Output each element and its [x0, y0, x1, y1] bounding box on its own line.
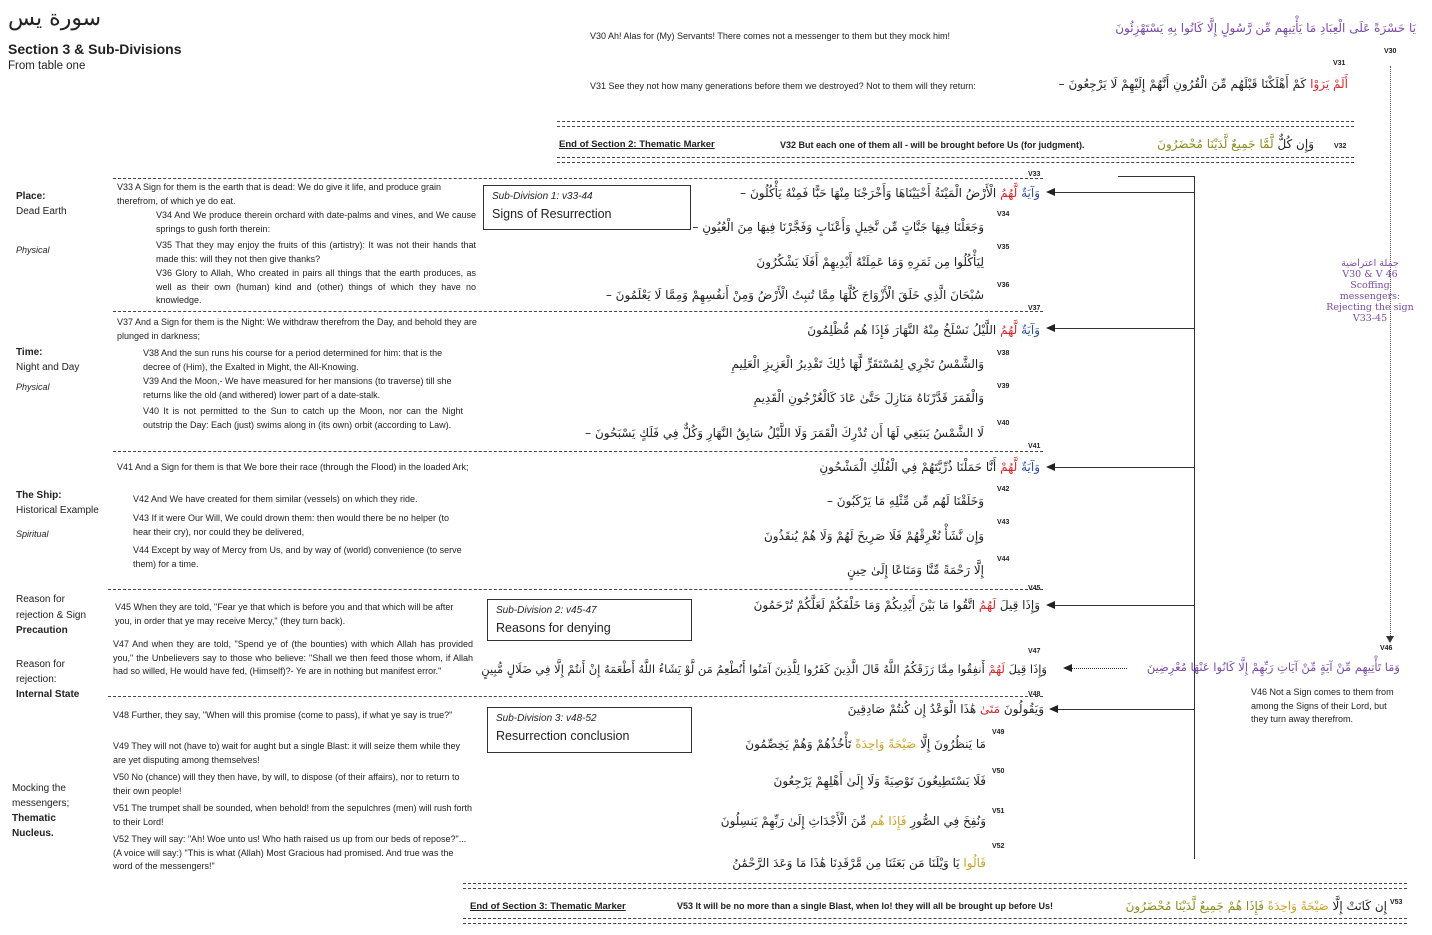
- v47-arabic: وَإِذَا قِيلَ لَهُمْ أَنفِقُوا مِمَّا رَزَقَكُمُ اللَّهُ قَالَ الَّذِينَ كَفَرُوا لِلَّذِينَ آمَنُوا أَنُطْعِمُ مَن لَّوْ يَشَاءُ اللَّهُ أَطْعَمَهُ إِنْ أَنتُمْ إِلَّا فِي ضَلَالٍ مُّبِينٍ: [481, 662, 1047, 676]
- vnum-v50: V50: [992, 768, 1005, 775]
- separator-v37: [113, 311, 1043, 312]
- subdivision-1-box: [483, 185, 691, 230]
- vnum-v52: V52: [992, 843, 1005, 850]
- v40-english: V40 It is not permitted to the Sun to catch up the Moon, nor can the Night outstrip the Day: Each (just) swims along in (its own) orbit (according to Law).: [143, 406, 463, 430]
- marker2-arabic-b: لَّمَّا جَمِيعٌ لَّدَيْنَا مُحْضَرُونَ: [1157, 137, 1274, 151]
- arrow-v33: [1048, 192, 1194, 193]
- vnum-v40: V40: [997, 420, 1010, 427]
- subdivision-1-subject: Signs of Resurrection: [492, 207, 612, 221]
- v46-arabic: وَمَا تَأْتِيهِم مِّنْ آيَةٍ مِّنْ آيَاتِ رَبِّهِمْ إِلَّا كَانُوا عَنْهَا مُعْرِضِينَ: [1146, 660, 1400, 674]
- v36-english: V36 Glory to Allah, Who created in pairs all things that the earth produces, as well as their own (human) kind and (other) things of which they have no knowledge.: [156, 268, 476, 305]
- v52-arabic: قَالُوا يَا وَيْلَنَا مَن بَعَثَنَا مِن مَّرْقَدِنَا هَٰذَا مَا وَعَدَ الرَّحْمَٰنُ: [732, 856, 986, 870]
- subdivision-1-title: Sub-Division 1: v33-44: [492, 191, 593, 202]
- place-heading: Place:: [16, 191, 46, 202]
- arrow-v45: [1048, 605, 1194, 606]
- mocking-line4: Nucleus.: [12, 828, 54, 839]
- v38-english: V38 And the sun runs his course for a period determined for him: that is the decree of (Him), the Exalted in Might, the All-Knowing.: [143, 348, 443, 372]
- subdivision-2-box: [487, 599, 692, 641]
- marker2-top-rule: [557, 121, 1354, 127]
- v52-english: V52 They will say: "Ah! Woe unto us! Who hath raised us up from our beds of repose?"... (A voice will say:) "This is what (Allah) Most Gracious had promised. And true was the word of the messengers!": [113, 834, 467, 871]
- vnum-v46: V46: [1380, 645, 1393, 652]
- connector-top-stub: [1118, 176, 1195, 177]
- v46-english: V46 Not a Sign comes to them from among the Signs of their Lord, but they turn away therefrom.: [1251, 687, 1394, 724]
- connector-v30-v46: [1390, 66, 1391, 640]
- v42-english: V42 And We have created for them similar (vessels) on which they ride.: [133, 494, 418, 504]
- vnum-v48: V48: [1028, 691, 1041, 698]
- separator-v48: [108, 696, 1043, 697]
- v51-arabic: وَنُفِخَ فِي الصُّورِ فَإِذَا هُم مِّنَ الْأَجْدَاثِ إِلَىٰ رَبِّهِمْ يَنسِلُونَ: [720, 814, 986, 828]
- v31-english: V31 See they not how many generations before them we destroyed? Not to them will they return:: [590, 81, 976, 91]
- rejection1-line1: Reason for: [16, 594, 65, 605]
- subdivision-3-box: [487, 707, 692, 753]
- v39-english: V39 And the Moon,- We have measured for her mansions (to traverse) till she returns like the old (and withered) lower part of a date-stalk.: [143, 376, 452, 400]
- v35-english: V35 That they may enjoy the fruits of this (artistry): It was not their hands that made this: will they not then give thanks?: [156, 240, 476, 264]
- rejection2-line1: Reason for: [16, 659, 65, 670]
- subdivision-3-subject: Resurrection conclusion: [496, 729, 630, 743]
- interjection-scoffing: Scoffing messengers:: [1339, 280, 1401, 302]
- v49-english: V49 They will not (have to) wait for aught but a single Blast: it will seize them while they are yet disputing among themselves!: [113, 741, 461, 765]
- marker3-bottom-rule: [463, 918, 1407, 924]
- v41-english: V41 And a Sign for them is that We bore their race (through the Flood) in the loaded Ark;: [117, 462, 469, 472]
- mocking-line3: Thematic: [12, 813, 56, 824]
- interjection-note: [1320, 258, 1420, 324]
- v44-english: V44 Except by way of Mercy from Us, and by way of (world) convenience (to serve them) for a time.: [133, 545, 462, 569]
- marker3-top-rule: [463, 883, 1407, 889]
- v37-arabic: وَآيَةٌ لَّهُمُ اللَّيْلُ نَسْلَخُ مِنْهُ النَّهَارَ فَإِذَا هُم مُّظْلِمُونَ: [807, 323, 1040, 337]
- time-type: Physical: [16, 382, 50, 392]
- v30-number: V30: [1384, 48, 1397, 55]
- marker3-text: V53 It will be no more than a single Blast, when lo! they will all be brought up before Us!: [677, 901, 1054, 911]
- marker2-label: End of Section 2: Thematic Marker: [559, 139, 715, 150]
- v44-arabic: إِلَّا رَحْمَةً مِّنَّا وَمَتَاعًا إِلَىٰ حِينٍ: [846, 563, 984, 577]
- v42-arabic: وَخَلَقْنَا لَهُم مِّن مِّثْلِهِ مَا يَرْكَبُونَ –: [826, 494, 984, 508]
- vnum-v41: V41: [1028, 443, 1041, 450]
- v31-arabic-red: أَلَمْ يَرَوْا: [1310, 77, 1348, 91]
- v45-english: V45 When they are told, "Fear ye that which is before you and that which will be after you, in order that ye may receive Mercy," (they turn back).: [115, 602, 454, 626]
- vnum-v45: V45: [1028, 585, 1041, 592]
- arrow-v48: [1051, 709, 1194, 710]
- vnum-v34: V34: [997, 211, 1010, 218]
- v30-english: V30 Ah! Alas for (My) Servants! There comes not a messenger to them but they mock him!: [590, 31, 950, 41]
- interjection-verses: V30 & V 46: [1342, 269, 1398, 280]
- vnum-v36: V36: [997, 282, 1010, 289]
- v31-number: V31: [1333, 60, 1346, 67]
- marker3-label: End of Section 3: Thematic Marker: [470, 901, 626, 912]
- marker2-number: V32: [1334, 143, 1347, 150]
- vnum-v47: V47: [1028, 648, 1041, 655]
- v41-arabic: وَآيَةٌ لَّهُمْ أَنَّا حَمَلْنَا ذُرِّيَّتَهُمْ فِي الْفُلْكِ الْمَشْحُونِ: [819, 460, 1040, 474]
- interjection-range: V33-45: [1352, 313, 1388, 324]
- v43-arabic: وَإِن نَّشَأْ نُغْرِقْهُمْ فَلَا صَرِيخَ لَهُمْ وَلَا هُمْ يُنقَذُونَ: [763, 529, 984, 543]
- v48-arabic: وَيَقُولُونَ مَتَىٰ هَٰذَا الْوَعْدُ إِن كُنتُمْ صَادِقِينَ: [847, 702, 1044, 716]
- v31-arabic: [1059, 77, 1348, 91]
- v36-arabic: سُبْحَانَ الَّذِي خَلَقَ الْأَزْوَاجَ كُلَّهَا مِمَّا تُنبِتُ الْأَرْضُ وَمِنْ أَنفُسِهِمْ وَمِمَّا لَا يَعْلَمُونَ –: [605, 288, 984, 302]
- surah-title: سورة يس: [8, 6, 102, 31]
- ship-type: Spiritual: [16, 529, 49, 539]
- rejection1-line3: Precaution: [16, 625, 68, 636]
- vnum-v44: V44: [997, 556, 1010, 563]
- vnum-v35: V35: [997, 244, 1010, 251]
- subdivision-2-title: Sub-Division 2: v45-47: [496, 605, 597, 616]
- rejection1-line2: rejection & Sign: [16, 610, 87, 621]
- mocking-line1: Mocking the: [12, 783, 66, 794]
- arrowhead-v46: [1386, 636, 1394, 643]
- mocking-line2: messengers;: [12, 798, 70, 809]
- marker3-number: V53: [1390, 899, 1403, 906]
- vnum-v51: V51: [992, 808, 1005, 815]
- v34-english: V34 And We produce therein orchard with date-palms and vines, and We cause springs to gush forth therein:: [156, 210, 476, 234]
- subdivision-3-title: Sub-Division 3: v48-52: [496, 713, 597, 724]
- separator-v33: [113, 178, 1043, 179]
- v48-english: V48 Further, they say, "When will this promise (come to pass), if what ye say is true?": [113, 710, 453, 720]
- section-title: Section 3 & Sub-Divisions: [8, 41, 182, 57]
- v31-arabic-rest: كَمْ أَهْلَكْنَا قَبْلَهُم مِّنَ الْقُرُونِ أَنَّهُمْ إِلَيْهِمْ لَا يَرْجِعُونَ –: [1058, 77, 1307, 91]
- v49-arabic: مَا يَنظُرُونَ إِلَّا صَيْحَةً وَاحِدَةً تَأْخُذُهُمْ وَهُمْ يَخِصِّمُونَ: [745, 737, 986, 751]
- v30-arabic: يَا حَسْرَةً عَلَى الْعِبَادِ مَا يَأْتِيهِم مِّن رَّسُولٍ إِلَّا كَانُوا بِهِ يَسْتَهْزِئُونَ: [1115, 21, 1416, 35]
- rejection2-line2: rejection:: [16, 674, 57, 685]
- arrow-v37: [1048, 328, 1194, 329]
- vnum-v49: V49: [992, 729, 1005, 736]
- ship-value: Historical Example: [16, 505, 99, 516]
- interjection-arabic: جملة اعتراضية: [1341, 258, 1399, 269]
- vnum-v37: V37: [1028, 305, 1041, 312]
- v45-arabic: وَإِذَا قِيلَ لَهُمُ اتَّقُوا مَا بَيْنَ أَيْدِيكُمْ وَمَا خَلْفَكُمْ لَعَلَّكُمْ تُرْحَمُونَ: [753, 598, 1040, 612]
- ship-heading: The Ship:: [16, 490, 62, 501]
- vnum-v43: V43: [997, 519, 1010, 526]
- v33-english: V33 A Sign for them is the earth that is dead: We do give it life, and produce grain therefrom, of which ye do eat.: [117, 182, 442, 206]
- v43-english: V43 If it were Our Will, We could drown them: then would there be no helper (to hear their cry), nor could they be delivered,: [133, 513, 449, 537]
- v38-arabic: وَالشَّمْسُ تَجْرِي لِمُسْتَقَرٍّ لَّهَا ذَٰلِكَ تَقْدِيرُ الْعَزِيزِ الْعَلِيمِ: [731, 357, 984, 371]
- arrow-v46-to-v47: [1065, 668, 1127, 669]
- vnum-v38: V38: [997, 350, 1010, 357]
- marker2-bottom-rule: [557, 157, 1354, 163]
- marker2-arabic-a: وَإِن كُلٌّ: [1277, 137, 1314, 151]
- time-value: Night and Day: [16, 362, 80, 373]
- vnum-v33: V33: [1028, 171, 1041, 178]
- v33-arabic: وَآيَةٌ لَّهُمُ الْأَرْضُ الْمَيْتَةُ أَحْيَيْنَاهَا وَأَخْرَجْنَا مِنْهَا حَبًّا فَمِنْهُ يَأْكُلُونَ –: [740, 186, 1040, 200]
- arrow-v41: [1048, 467, 1194, 468]
- marker3-arabic: إِن كَانَتْ إِلَّا صَيْحَةً وَاحِدَةً فَإِذَا هُمْ جَمِيعٌ لَّدَيْنَا مُحْضَرُونَ: [1125, 899, 1387, 913]
- separator-v41: [113, 451, 1043, 452]
- marker2-text: V32 But each one of them all - will be brought before Us (for judgment).: [780, 140, 1085, 150]
- place-type: Physical: [16, 245, 50, 255]
- v39-arabic: وَالْقَمَرَ قَدَّرْنَاهُ مَنَازِلَ حَتَّىٰ عَادَ كَالْعُرْجُونِ الْقَدِيمِ: [753, 391, 984, 405]
- v37-english: V37 And a Sign for them is the Night: We withdraw therefrom the Day, and behold they are plunged in darkness;: [117, 317, 477, 341]
- v47-english: V47 And when they are told, "Spend ye of (the bounties) with which Allah has provided you," the Unbelievers say to those who believe: "Shall we then feed those whom, if Allah had so willed, He would have fed, (Himself)?- Ye are in nothing but manifest error.": [113, 639, 473, 676]
- v35-arabic: لِيَأْكُلُوا مِن ثَمَرِهِ وَمَا عَمِلَتْهُ أَيْدِيهِمْ أَفَلَا يَشْكُرُونَ: [756, 255, 984, 269]
- subtitle: From table one: [8, 60, 86, 72]
- v51-english: V51 The trumpet shall be sounded, when behold! from the sepulchres (men) will rush forth to their Lord!: [113, 803, 473, 827]
- v40-arabic: لَا الشَّمْسُ يَنبَغِي لَهَا أَن تُدْرِكَ الْقَمَرَ وَلَا اللَّيْلُ سَابِقُ النَّهَارِ وَكُلٌّ فِي فَلَكٍ يَسْبَحُونَ –: [585, 426, 984, 440]
- separator-v45: [108, 589, 1043, 590]
- vnum-v39: V39: [997, 383, 1010, 390]
- time-heading: Time:: [16, 347, 43, 358]
- v50-arabic: فَلَا يَسْتَطِيعُونَ تَوْصِيَةً وَلَا إِلَىٰ أَهْلِهِمْ يَرْجِعُونَ: [773, 774, 986, 788]
- vnum-v42: V42: [997, 486, 1010, 493]
- connector-vertical-main: [1194, 176, 1195, 859]
- place-value: Dead Earth: [16, 206, 67, 217]
- interjection-rejecting: Rejecting the sign: [1326, 302, 1414, 313]
- v50-english: V50 No (chance) will they then have, by will, to dispose (of their affairs), nor to return to their own people!: [113, 772, 460, 796]
- subdivision-2-subject: Reasons for denying: [496, 621, 611, 635]
- marker2-arabic: [1157, 137, 1314, 151]
- rejection2-line3: Internal State: [16, 689, 80, 700]
- v34-arabic: وَجَعَلْنَا فِيهَا جَنَّاتٍ مِّن نَّخِيلٍ وَأَعْنَابٍ وَفَجَّرْنَا فِيهَا مِنَ الْعُيُونِ –: [692, 220, 984, 234]
